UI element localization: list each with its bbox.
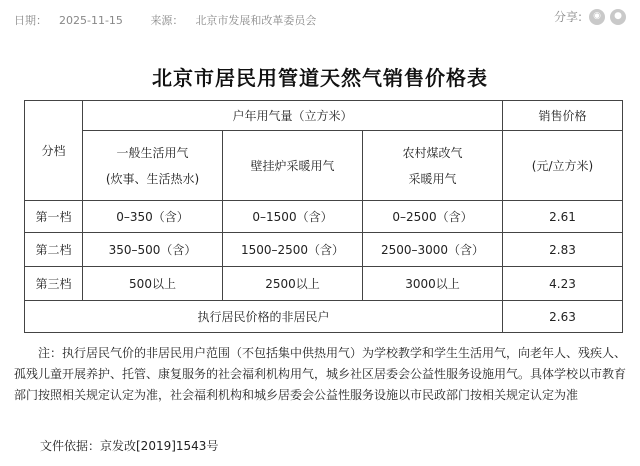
share-label: 分享:	[553, 10, 582, 24]
rural-cell: 2500–3000（含）	[363, 233, 503, 267]
price-header: 销售价格	[503, 101, 623, 131]
col-rural-header: 农村煤改气 采暖用气	[363, 131, 503, 201]
price-cell: 2.83	[503, 233, 623, 267]
price-cell: 2.61	[503, 201, 623, 233]
weibo-icon[interactable]: ◉	[589, 9, 605, 25]
boiler-cell: 1500–2500（含）	[223, 233, 363, 267]
document-basis: 文件依据：京发改[2019]1543号	[40, 439, 219, 453]
boiler-cell: 2500以上	[223, 267, 363, 301]
article-source: 来源： 北京市发展和改革委员会	[150, 14, 317, 27]
nonresident-price: 2.63	[503, 301, 623, 333]
price-cell: 4.23	[503, 267, 623, 301]
page-title: 北京市居民用管道天然气销售价格表	[152, 66, 488, 90]
publish-date: 日期： 2025-11-15	[14, 14, 123, 27]
col-boiler-header: 壁挂炉采暖用气	[223, 131, 363, 201]
share-bar	[554, 8, 626, 25]
general-cell: 0–350（含）	[83, 201, 223, 233]
gas-price-table	[24, 100, 623, 333]
tier-cell: 第三档	[25, 267, 83, 301]
volume-header: 户年用气量（立方米）	[83, 101, 503, 131]
table-row	[25, 267, 623, 301]
boiler-cell: 0–1500（含）	[223, 201, 363, 233]
general-cell: 500以上	[83, 267, 223, 301]
table-subheader-row	[25, 131, 623, 201]
nonresident-label: 执行居民价格的非居民户	[25, 301, 503, 333]
tier-header: 分档	[25, 101, 83, 201]
price-unit-header: (元/立方米)	[503, 131, 623, 201]
general-cell: 350–500（含）	[83, 233, 223, 267]
rural-cell: 3000以上	[363, 267, 503, 301]
article-meta	[14, 12, 340, 28]
tier-cell: 第一档	[25, 201, 83, 233]
table-header-row	[25, 101, 623, 131]
rural-cell: 0–2500（含）	[363, 201, 503, 233]
article-meta-bar	[14, 8, 626, 28]
tier-cell: 第二档	[25, 233, 83, 267]
wechat-icon[interactable]: ●	[610, 9, 626, 25]
table-row	[25, 201, 623, 233]
table-note: 注：执行居民气价的非居民用户范围（不包括集中供热用气）为学校教学和学生生活用气，向老年人、残疾人、孤残儿童开展养护、托管、康复服务的社会福利机构用气，城乡社区居委会公益性服务设施用气。具体学校以市教育部门按照相关规定认定为准，社会福利机构和城乡居委会公益性服务设施以市民政部门按相关规定认定为准	[14, 346, 627, 402]
nonresident-row	[25, 301, 623, 333]
table-row	[25, 233, 623, 267]
col-general-header: 一般生活用气 (炊事、生活热水)	[83, 131, 223, 201]
